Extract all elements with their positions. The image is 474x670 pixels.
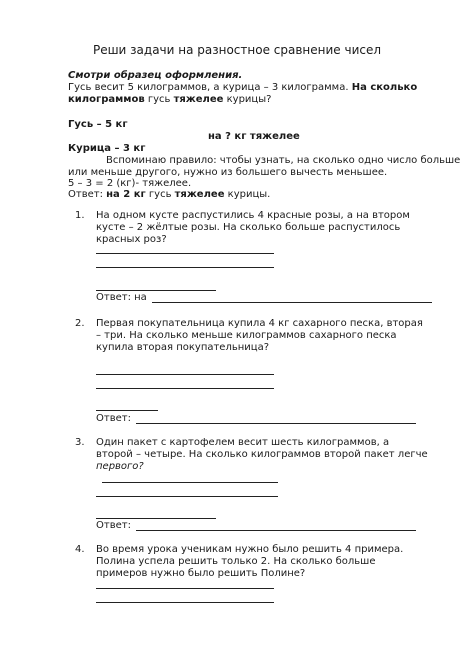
task-1-number: 1. [75,210,85,221]
task-2-solution-line-3[interactable] [96,410,158,411]
example-answer [68,189,270,201]
example-answer-bold-a: на 2 кг [106,189,146,200]
task-4-solution-line-1[interactable] [96,588,274,589]
task-2-line1: Первая покупательница купила 4 кг сахарного песка, вторая [96,318,423,329]
task-3-answer-line[interactable] [136,530,416,531]
task-2-answer-label: Ответ: [96,413,131,424]
task-3-solution-line-1[interactable] [102,482,278,483]
task-3-line1: Один пакет с картофелем весит шесть килограммов, а [96,437,390,448]
example-text-line2 [68,94,271,106]
task-1-line1: На одном кусте распустились 4 красные розы, а на втором [96,210,410,221]
example-rule-line1: Вспоминаю правило: чтобы узнать, на сколько одно число больше [106,155,461,166]
task-2-line2: – три. На сколько меньше килограммов сахарного песка [96,330,397,341]
example-calc: 5 – 3 = 2 (кг)- тяжелее. [68,178,192,189]
task-1-solution-line-1[interactable] [96,253,274,254]
task-4-solution-line-2[interactable] [96,602,274,603]
task-2-solution-line-1[interactable] [96,374,274,375]
task-4-number: 4. [75,544,85,555]
task-1-solution-line-2[interactable] [96,267,274,268]
example-chicken: Курица – 3 кг [68,143,146,154]
task-2-solution-line-2[interactable] [96,388,274,389]
task-2-line3: купила вторая покупательница? [96,342,270,353]
example-question: на ? кг тяжелее [208,131,300,142]
example-text-line2-bold-a: килограммов [68,94,145,105]
task-4-line1: Во время урока ученикам нужно было решить 4 примера. [96,544,404,555]
task-3-number: 3. [75,437,85,448]
task-1-answer-line[interactable] [152,302,432,303]
example-rule-line2: или меньше другого, нужно из большего вычесть меньшее. [68,167,388,178]
task-1-line2: кусте – 2 жёлтые розы. На сколько больше распустилось [96,222,401,233]
example-answer-end: курицы. [224,189,271,200]
example-answer-bold-b: тяжелее [174,189,225,200]
example-heading: Смотри образец оформления. [68,70,243,81]
example-answer-mid: гусь [145,189,175,200]
task-2-answer-line[interactable] [136,423,416,424]
task-3-line2: второй – четыре. На сколько килограммов второй пакет легче [96,449,428,460]
task-3-solution-line-2[interactable] [96,496,278,497]
task-2-number: 2. [75,318,85,329]
example-text-line2-bold-b: тяжелее [173,94,224,105]
example-text-line2-mid: гусь [144,94,174,105]
page-title: Реши задачи на разностное сравнение чисел [92,43,382,57]
example-text-line1-bold: На сколько [351,82,418,93]
task-3-answer-label: Ответ: [96,520,131,531]
example-text-line2-end: курицы? [223,94,272,105]
task-4-line2: Полина успела решить только 2. На сколько больше [96,556,376,567]
task-1-answer-label: Ответ: на [96,292,147,303]
task-3-solution-line-3[interactable] [96,518,216,519]
example-answer-prefix: Ответ: [68,189,107,200]
example-text-line1-plain: Гусь весит 5 килограммов, а курица – 3 килограмма. [68,82,352,93]
task-4-line3: примеров нужно было решить Полине? [96,568,306,579]
task-1-line3: красных роз? [96,234,167,245]
example-goose: Гусь – 5 кг [68,119,128,130]
task-3-line3: первого? [96,461,144,472]
task-1-solution-line-3[interactable] [96,290,216,291]
example-text-line1 [68,82,417,94]
